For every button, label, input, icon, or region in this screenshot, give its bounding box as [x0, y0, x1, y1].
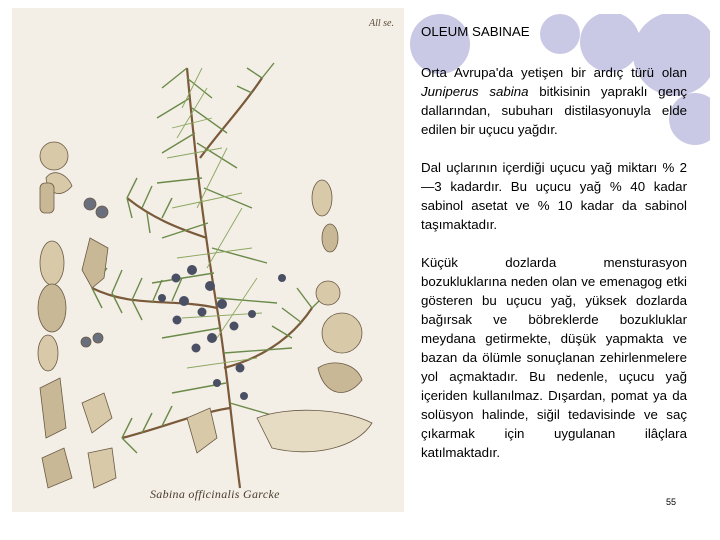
- paragraph-1-pre: Orta Avrupa'da yetişen bir ardıç türü olan: [421, 65, 687, 80]
- slide-title: OLEUM SABINAE: [421, 24, 530, 39]
- paragraph-1-post: bitkisinin yapraklı genç dallarından, subuharı distilasyonuyla elde edilen bir uçucu yağdır.: [421, 84, 687, 137]
- plate-caption: Sabina officinalis Garcke: [150, 487, 280, 501]
- text-column: [421, 22, 687, 481]
- botanical-plate: [12, 8, 404, 512]
- sabina-illustration: [12, 8, 404, 512]
- paragraph-1-species: Juniperus sabina: [421, 84, 529, 99]
- paragraph-3: Küçük dozlarda mensturasyon bozukluklarına neden olan ve emenagog etki gösteren bu uçucu yağ, yüksek dozlarda bağırsak ve böbreklerde bozukluklar meydana getirmekte, düşük yapmakta ve bazan da ölümle sonuçlanan zehirlenmelere yol açmaktadır. Bu nedenle, uçucu yağ içeriden kullanılmaz. Dışardan, pomat ya da solüsyon halinde, siğil tedavisinde ve saç çıkarmak için uygulanan ilâçlara katılmaktadır.: [421, 255, 687, 460]
- detail-figures-left: [38, 142, 116, 488]
- paragraph-2: Dal uçlarının içerdiği uçucu yağ miktarı % 2—3 kadardır. Bu uçucu yağ % 40 kadar sabinol asetat ve % 10 kadar da sabinol taşımaktadır.: [421, 160, 687, 232]
- plate-mark: All se.: [369, 18, 394, 29]
- paragraph-1: [421, 63, 687, 139]
- berries: [158, 265, 286, 400]
- page-number: 55: [666, 497, 677, 507]
